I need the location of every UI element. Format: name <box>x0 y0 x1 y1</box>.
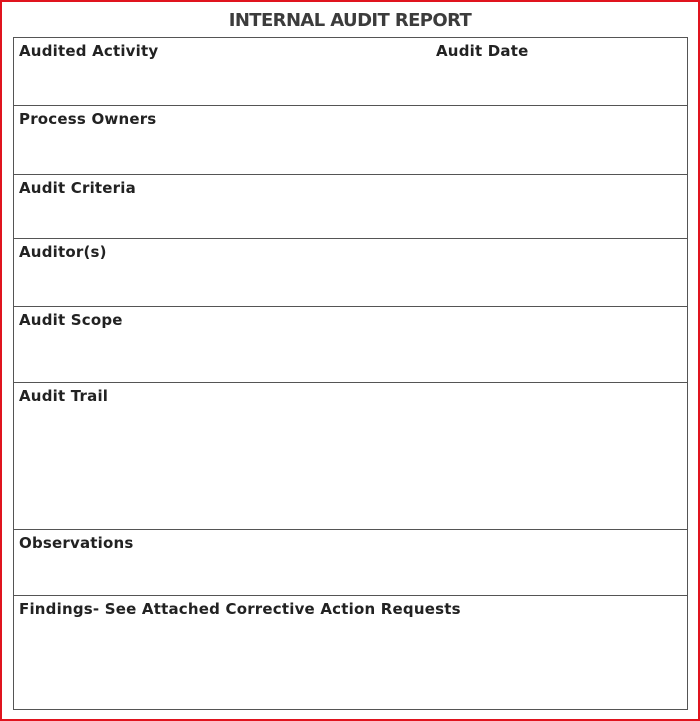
audited-activity-label: Audited Activity <box>19 42 159 60</box>
audit-criteria-row <box>14 175 687 239</box>
observations-row <box>14 530 687 596</box>
audit-date-label: Audit Date <box>436 42 529 60</box>
audit-trail-label: Audit Trail <box>19 387 109 405</box>
auditors-row <box>14 239 687 307</box>
audit-criteria-label: Audit Criteria <box>19 179 136 197</box>
audited-activity-row <box>14 38 687 106</box>
report-title: INTERNAL AUDIT REPORT <box>228 10 472 31</box>
observations-label: Observations <box>19 534 134 552</box>
findings-label: Findings- See Attached Corrective Action Requests <box>19 600 461 618</box>
findings-row <box>14 596 687 709</box>
audit-scope-label: Audit Scope <box>19 311 123 329</box>
process-owners-row <box>14 106 687 175</box>
process-owners-label: Process Owners <box>19 110 157 128</box>
auditors-label: Auditor(s) <box>19 243 107 261</box>
audit-scope-row <box>14 307 687 383</box>
audit-trail-row <box>14 383 687 530</box>
audit-form-table <box>13 37 688 710</box>
